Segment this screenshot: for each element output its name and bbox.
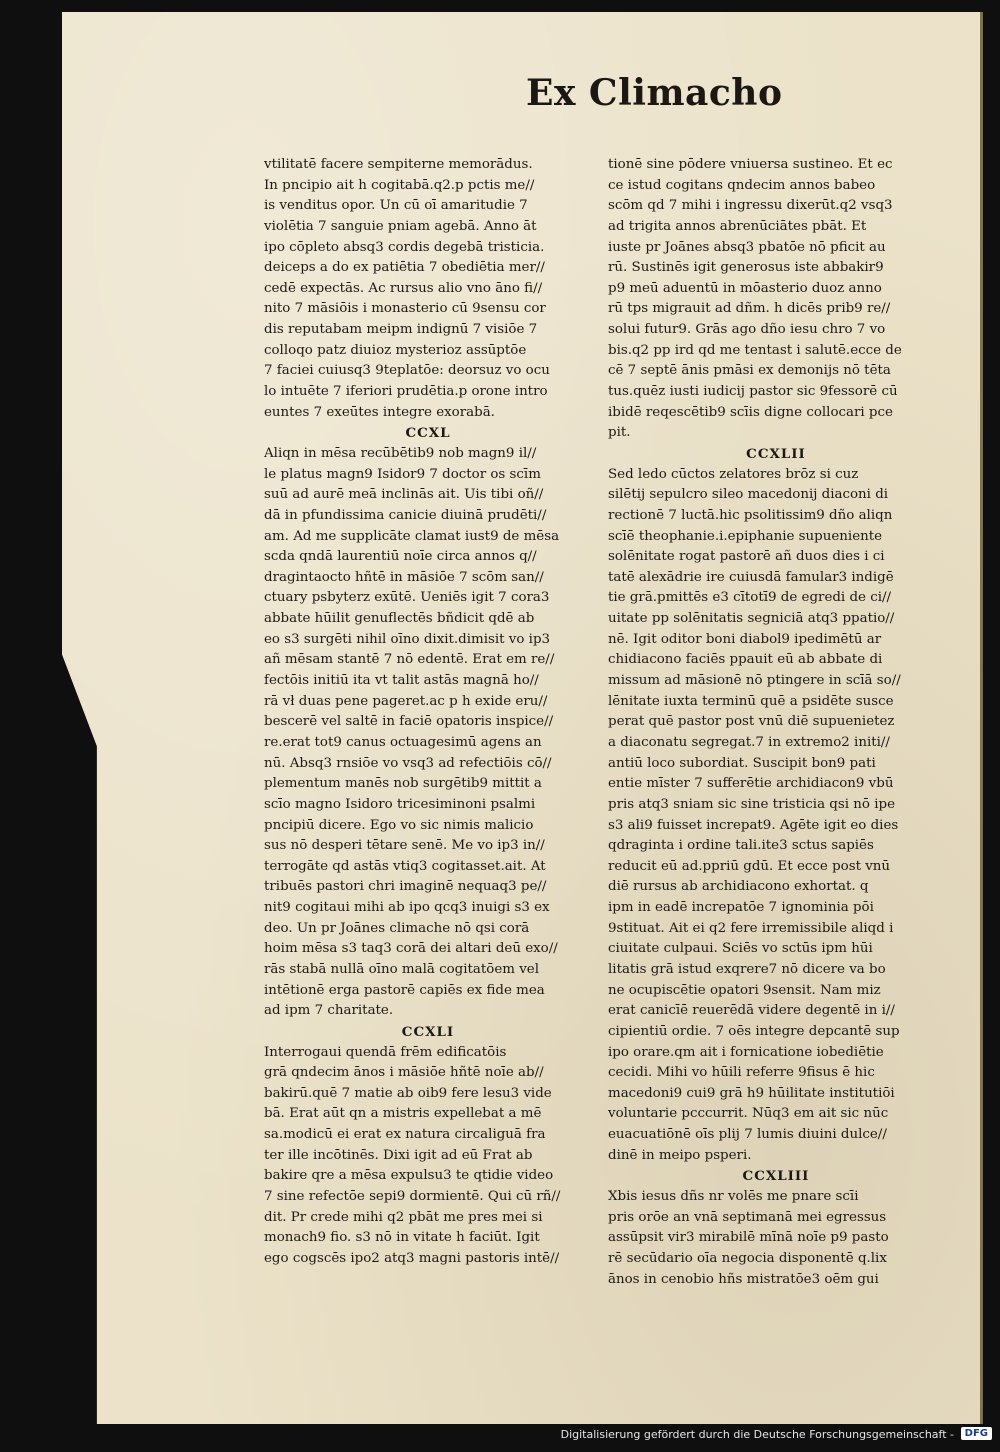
text-line: voluntarie pcccurrit. Nūq3 em ait sic nūc xyxy=(608,1106,889,1122)
text-line: monach9 fio. s3 nō in vitate h faciūt. Igit xyxy=(264,1230,540,1246)
text-line: missum ad māsionē nō ptingere in scīā so// xyxy=(608,673,901,689)
text-line: ego cogscēs ipo2 atq3 magni pastoris intē// xyxy=(264,1250,560,1266)
text-line: scōm qd 7 mihi i ingressu dixerūt.q2 vsq3 xyxy=(608,198,893,214)
text-line: deo. Un pr Joānes climache nō qsi corā xyxy=(264,920,530,936)
text-line: ter ille incōtinēs. Dixi igit ad eū Frat ab xyxy=(264,1147,533,1163)
text-line: reducit eū ad.ppriū gdū. Et ecce post vnū xyxy=(608,858,891,874)
text-line: rū. Sustinēs igit generosus iste abbakir9 xyxy=(608,260,884,276)
text-line: scīo magno Isidoro tricesiminoni psalmi xyxy=(264,796,536,812)
text-line: solēnitate rogat pastorē añ duos dies i ci xyxy=(608,549,885,565)
text-line: bakire qre a mēsa expulsu3 te qtidie video xyxy=(264,1168,554,1184)
text-line: lo intuēte 7 iferiori prudētia.p orone intro xyxy=(264,384,548,400)
text-line: diē rursus ab archidiacono exhortat. q xyxy=(608,879,869,895)
text-line: 7 faciei cuiusq3 9teplatōe: deorsuz vo ocu xyxy=(264,363,550,379)
text-line: euacuatiōnē oīs plij 7 lumis diuini dulce// xyxy=(608,1127,887,1143)
text-line: chidiacono faciēs ppauit eū ab abbate di xyxy=(608,652,883,668)
left-text-column xyxy=(264,155,592,1270)
text-line: eo s3 surgēti nihil oīno dixit.dimisit vo ip3 xyxy=(264,631,551,647)
text-line: p9 meū aduentū in mōasterio duoz anno xyxy=(608,280,882,296)
text-line: In pncipio ait h cogitabā.q2.p pctis me// xyxy=(264,177,535,193)
text-line: tionē sine pōdere vniuersa sustineo. Et ec xyxy=(608,157,893,172)
text-line: pris orōe an vnā septimanā mei egressus xyxy=(608,1209,887,1225)
text-line: rē secūdario oīa negocia disponentē q.lix xyxy=(608,1250,887,1266)
text-line: assūpsit vir3 mirabilē mīnā noīe p9 pasto xyxy=(608,1230,889,1246)
text-line: cē 7 septē ānis pmāsi ex demonijs nō tēta xyxy=(608,363,891,379)
text-line: añ mēsam stantē 7 nō edentē. Erat em re// xyxy=(264,652,555,668)
text-line: violētia 7 sanguie pniam agebā. Anno āt xyxy=(264,218,537,234)
text-line: s3 ali9 fuisset increpat9. Agēte igit eo dies xyxy=(608,817,899,833)
text-line: tus.quēz iusti iudicij pastor sic 9fessorē cū xyxy=(608,384,898,400)
text-line: a diaconatu segregat.7 in extremo2 initi// xyxy=(608,734,890,750)
text-line: am. Ad me supplicāte clamat iust9 de mēsa xyxy=(264,528,560,544)
text-line: scīē theophanie.i.epiphanie supueniente xyxy=(608,528,883,544)
text-line: qdraginta i ordine tali.ite3 sctus sapiēs xyxy=(608,838,874,854)
text-line: bakirū.quē 7 matie ab oib9 fere lesu3 vide xyxy=(264,1085,552,1101)
text-line: tatē alexādrie ire cuiusdā famular3 indigē xyxy=(608,569,894,585)
text-line: dragintaocto hñtē in māsiōe 7 scōm san// xyxy=(264,569,544,585)
text-line: pris atq3 sniam sic sine tristicia qsi nō ipe xyxy=(608,796,896,812)
text-line: bescerē vel saltē in faciē opatoris inspice// xyxy=(264,714,554,730)
text-line: bā. Erat aūt qn a mistris expellebat a mē xyxy=(264,1106,542,1122)
dfg-logo: DFG xyxy=(961,1427,992,1440)
text-line: dis reputabam meipm indignū 7 visiōe 7 xyxy=(264,322,538,338)
text-line: ce istud cogitans qndecim annos babeo xyxy=(608,177,876,193)
text-line: pncipiū dicere. Ego vo sic nimis malicio xyxy=(264,817,534,833)
text-line: cipientiū ordie. 7 oēs integre depcantē sup xyxy=(608,1023,900,1039)
text-line: ipo cōpleto absq3 cordis degebā tristicia. xyxy=(264,239,545,255)
text-line: ānos in cenobio hñs mistratōe3 oēm gui xyxy=(608,1271,879,1287)
text-line: fectōis initiū ita vt talit astās magnā ho// xyxy=(264,673,539,689)
text-line: ibidē reqescētib9 scīis digne collocari pce xyxy=(608,404,893,420)
text-line: suū ad aurē meā inclinās ait. Uis tibi oñ// xyxy=(264,487,544,503)
text-line: ad ipm 7 charitate. xyxy=(264,1003,394,1019)
chapter-heading: CCXLIII xyxy=(742,1168,810,1185)
text-line: macedoni9 cui9 grā h9 hūilitate institutiōi xyxy=(608,1085,895,1101)
text-line: colloqo patz diuioz mysterioz assūptōe xyxy=(264,342,527,358)
text-line: nit9 cogitaui mihi ab ipo qcq3 inuigi s3 ex xyxy=(264,900,550,916)
text-line: uitate pp solēnitatis segniciā atq3 ppatio// xyxy=(608,611,895,627)
text-line: ne ocupiscētie opatori 9sensit. Nam miz xyxy=(608,982,881,998)
text-line: 7 sine refectōe sepi9 dormientē. Qui cū rñ// xyxy=(264,1189,561,1205)
text-line: rectionē 7 luctā.hic psolitissim9 dño aliqn xyxy=(608,507,893,523)
text-line: ad trigita annos abrenūciātes pbāt. Et xyxy=(608,218,867,234)
text-line: vtilitatē facere sempiterne memorādus. xyxy=(264,157,533,172)
chapter-heading: CCXLII xyxy=(746,445,806,462)
text-line: ctuary psbyterz exūtē. Ueniēs igit 7 cora3 xyxy=(264,590,550,606)
text-line: pit. xyxy=(608,425,631,441)
text-line: rās stabā nullā oīno malā cogitatōem vel xyxy=(264,961,539,977)
text-line: ipo orare.qm ait i fornicatione iobediētie xyxy=(608,1044,884,1060)
text-line: sus nō desperi tētare senē. Me vo ip3 in// xyxy=(264,838,545,854)
text-line: dā in pfundissima canicie diuinā prudēti// xyxy=(264,507,547,523)
right-text-column xyxy=(608,155,944,1290)
text-line: sa.modicū ei erat ex natura circaliguā fra xyxy=(264,1127,546,1143)
text-line: Sed ledo cūctos zelatores brōz si cuz xyxy=(608,466,859,482)
text-line: dit. Pr crede mihi q2 pbāt me pres mei si xyxy=(264,1209,543,1225)
text-line: terrogāte qd astās vtiq3 cogitasset.ait. At xyxy=(264,858,546,874)
chapter-heading: CCXL xyxy=(405,425,451,442)
text-line: ipm in eadē increpatōe 7 ignominia pōi xyxy=(608,900,874,916)
text-line: le platus magn9 Isidor9 7 doctor os scīm xyxy=(264,466,541,482)
text-line: scda qndā laurentiū noīe circa annos q// xyxy=(264,549,537,565)
text-line: is venditus opor. Un cū oī amaritudie 7 xyxy=(264,198,528,214)
text-line: silētij sepulcro sileo macedonij diaconi di xyxy=(608,487,889,503)
text-line: plementum manēs nob surgētib9 mittit a xyxy=(264,776,542,792)
text-line: intētionē erga pastorē capiēs ex fide mea xyxy=(264,982,545,998)
text-line: Xbis iesus dñs nr volēs me pnare scīi xyxy=(608,1189,859,1205)
text-line: cecidi. Mihi vo hūili referre 9fisus ē hic xyxy=(608,1065,875,1081)
text-line: tie grā.pmittēs e3 cītotī9 de egredi de ci// xyxy=(608,590,892,606)
digitization-note: Digitalisierung gefördert durch die Deutsche Forschungsgemeinschaft - xyxy=(560,1428,954,1441)
running-headline: Ex Climacho xyxy=(526,72,783,114)
text-line: dinē in meipo psperi. xyxy=(608,1147,752,1163)
chapter-heading: CCXLI xyxy=(401,1023,455,1040)
text-line: hoim mēsa s3 taq3 corā dei altari deū exo// xyxy=(264,941,558,957)
text-line: erat canicīē reuerēdā videre degentē in i// xyxy=(608,1003,895,1019)
text-line: bis.q2 pp ird qd me tentast i salutē.ecce de xyxy=(608,342,902,358)
text-line: re.erat tot9 canus octuagesimū agens an xyxy=(264,734,542,750)
text-line: antiū loco subordiat. Suscipit bon9 pati xyxy=(608,755,876,771)
text-line: nito 7 māsiōis i monasterio cū 9sensu cor xyxy=(264,301,546,317)
text-line: deiceps a do ex patiētia 7 obediētia mer// xyxy=(264,260,545,276)
text-line: 9stituat. Ait ei q2 fere irremissibile aliqd i xyxy=(608,920,894,936)
text-line: lēnitate iuxta terminū quē a psidēte susce xyxy=(608,693,894,709)
text-line: Aliqn in mēsa recūbētib9 nob magn9 il// xyxy=(264,445,537,461)
text-line: Interrogaui quendā frēm edificatōis xyxy=(264,1044,507,1060)
text-line: entie mīster 7 sufferētie archidiacon9 vbū xyxy=(608,776,894,792)
text-line: euntes 7 exeūtes integre exorabā. xyxy=(264,404,495,420)
text-line: rū tps migrauit ad dñm. h dicēs prib9 re// xyxy=(608,301,891,317)
text-line: perat quē pastor post vnū diē supuenietez xyxy=(608,714,895,730)
text-line: tribuēs pastori chri imaginē nequaq3 pe// xyxy=(264,879,547,895)
text-line: iuste pr Joānes absq3 pbatōe nō pficit au xyxy=(608,239,886,255)
text-line: solui futur9. Grās ago dño iesu chro 7 vo xyxy=(608,322,886,338)
text-line: rā vł duas pene pageret.ac p h exide eru// xyxy=(264,693,548,709)
text-line: grā qndecim ānos i māsiōe hñtē noīe ab// xyxy=(264,1065,544,1081)
text-line: nū. Absq3 rnsiōe vo vsq3 ad refectiōis cō// xyxy=(264,755,552,771)
text-line: cedē expectās. Ac rursus alio vno āno fi// xyxy=(264,280,543,296)
text-line: ciuitate culpaui. Sciēs vo sctūs ipm hūi xyxy=(608,941,873,957)
text-line: abbate hūilit genuflectēs bñdicit qdē ab xyxy=(264,611,535,627)
text-line: nē. Igit oditor boni diabol9 ipedimētū ar xyxy=(608,631,882,647)
text-line: litatis grā istud exqrere7 nō dicere va bo xyxy=(608,961,886,977)
